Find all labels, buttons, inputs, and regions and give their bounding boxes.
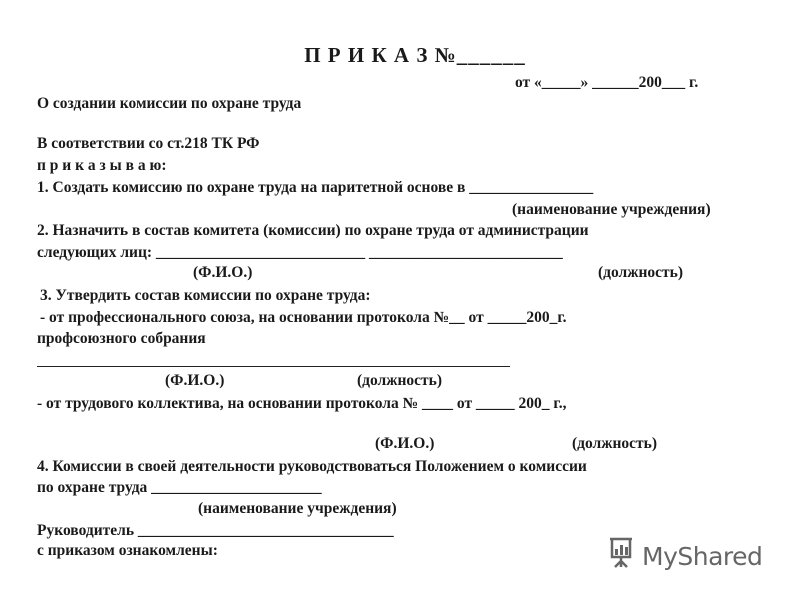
item-2-cont: следующих лиц: ___________________________ _________________________ (37, 244, 563, 261)
item-3-union-position-label: (должность) (357, 372, 443, 389)
item-3-union-fio-label: (Ф.И.О.) (165, 372, 225, 389)
watermark-text: MyShared (642, 541, 763, 571)
item-3-union-cont: профсоюзного собрания (37, 330, 206, 347)
item-2-position-label: (должность) (598, 264, 684, 281)
item-3-union: - от профессионального союза, на основании протокола №__ от _____200_г. (40, 309, 567, 326)
presentation-board-icon (606, 536, 636, 576)
subject: О создании комиссии по охране труда (37, 95, 302, 112)
watermark-logo (606, 536, 762, 576)
item-3: 3. Утвердить состав комиссии по охране труда: (40, 287, 371, 304)
item-2: 2. Назначить в состав комитета (комиссии) по охране труда от администрации (37, 222, 589, 239)
item-1: 1. Создать комиссию по охране труда на паритетной основе в ________________ (37, 179, 594, 196)
item-2-fio-label: (Ф.И.О.) (193, 264, 253, 281)
item-3-staff: - от трудового коллектива, на основании протокола № ____ от _____ 200_ г., (37, 395, 567, 412)
item-4: 4. Комиссии в своей деятельности руководствоваться Положением о комиссии (37, 458, 587, 475)
date-line: от «_____» ______200___ г. (515, 74, 699, 91)
signature-line (37, 366, 510, 367)
order-word: п р и к а з ы в а ю: (37, 157, 167, 174)
item-3-staff-fio-label: (Ф.И.О.) (375, 435, 435, 452)
head-signature: Руководитель _________________________________ (37, 522, 394, 539)
order-title: П Р И К А З №______ (304, 43, 526, 67)
item-4-cont: по охране труда ______________________ (37, 479, 322, 496)
item-4-hint: (наименование учреждения) (198, 500, 397, 517)
basis: В соответствии со ст.218 ТК РФ (37, 135, 260, 152)
item-1-hint: (наименование учреждения) (512, 201, 711, 218)
acknowledged: с приказом ознакомлены: (37, 542, 218, 559)
item-3-staff-position-label: (должность) (572, 435, 658, 452)
